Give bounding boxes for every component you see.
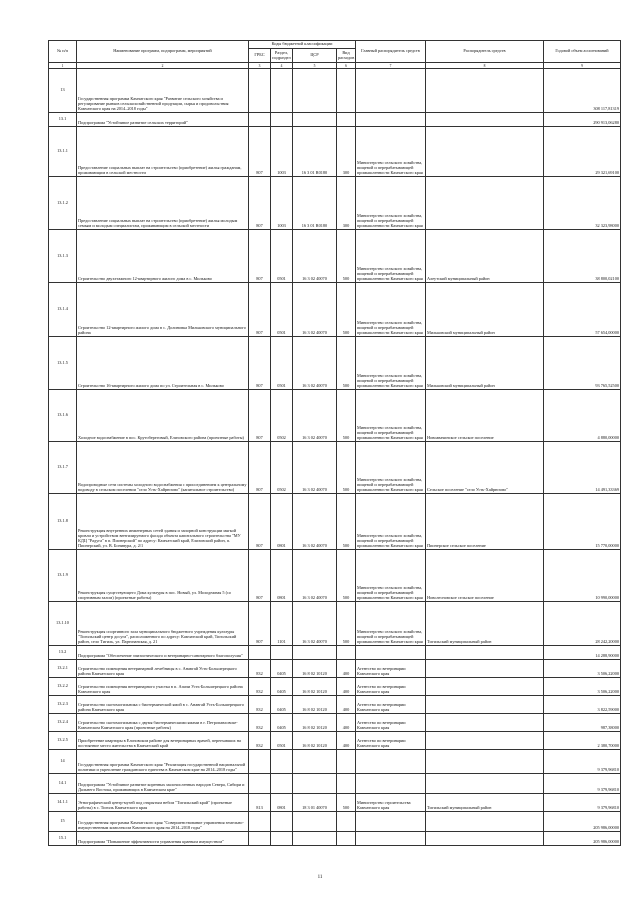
table-row — [49, 550, 621, 602]
row-name: Государственная программа Камчатского края "Развитие сельского хозяйства и регулирование рынков сельскохозяйственной продукции, сырья и продовольствия Камчатского края на 2014–2018 годы" — [77, 69, 249, 113]
row-rzpr: 0405 — [271, 714, 293, 732]
row-index: 13.2.4 — [49, 714, 77, 732]
row-amount: 3 822,59000 — [544, 696, 621, 714]
row-vr — [337, 750, 356, 774]
row-rzpr: 0801 — [271, 550, 293, 602]
row-csr — [293, 750, 337, 774]
row-grbs: 807 — [249, 337, 271, 390]
row-grbs: 813 — [249, 794, 271, 812]
row-rzpr — [271, 69, 293, 113]
column-number: 1 — [49, 63, 77, 69]
header-volume: Годовой объем ассигнований — [544, 41, 621, 63]
row-index: 13.1.7 — [49, 442, 77, 494]
row-manager: Агентство по ветеринарии Камчатского края — [356, 678, 426, 696]
column-number: 3 — [249, 63, 271, 69]
row-grbs — [249, 69, 271, 113]
row-manager: Агентство по ветеринарии Камчатского края — [356, 732, 426, 750]
row-name: Реконструкция внутренних инженерных сетей здания и запорной конструкции мягкой кровли и устройством вентилируемого фасада объекта капитального строительства "МУ КДЦ "Радуга" в п. Пионерский" по адресу: Камчатский край, Елизовский район, п. Пионерский, ул. В. Бонивура, д. 2/1 — [77, 494, 249, 550]
row-csr: 18 3 01 40070 — [293, 794, 337, 812]
row-rzpr — [271, 832, 293, 846]
row-amount: 3 506,22000 — [544, 660, 621, 678]
row-vr: 500 — [337, 337, 356, 390]
row-recipient — [426, 750, 544, 774]
page-number: 11 — [317, 875, 323, 880]
row-rzpr: 0502 — [271, 442, 293, 494]
table-row — [49, 69, 621, 113]
row-amount: 57 654,00000 — [544, 283, 621, 337]
row-vr: 500 — [337, 794, 356, 812]
header-recipient: Распорядитель средств — [426, 41, 544, 63]
row-rzpr — [271, 812, 293, 832]
row-name: Строительство помещения ветеринарного участка в п. Апачи Усть-Большерецкого района Камчатского края — [77, 678, 249, 696]
row-name: Строительство помещения ветеринарной лечебницы в с. Анавгай Усть-Большерецкого района Камчатского края — [77, 660, 249, 678]
column-number: 4 — [271, 63, 293, 69]
row-grbs — [249, 832, 271, 846]
row-index: 13.1.1 — [49, 127, 77, 177]
row-index: 13.1.6 — [49, 390, 77, 442]
row-amount: 10 990,00000 — [544, 550, 621, 602]
row-name: Реконструкция существующего Дома культуры в пос. Новый, ул. Молодежная 5 (со спортивным залом) (проектные работы) — [77, 550, 249, 602]
row-index: 14.1.1 — [49, 794, 77, 812]
header-rzpr: Раздел, подраздел — [271, 49, 293, 63]
row-index: 14 — [49, 750, 77, 774]
row-grbs: 807 — [249, 390, 271, 442]
row-csr: 16 8 02 10120 — [293, 714, 337, 732]
row-amount: 38 800,02100 — [544, 230, 621, 283]
row-grbs: 807 — [249, 127, 271, 177]
row-recipient — [426, 177, 544, 230]
row-rzpr: 0801 — [271, 494, 293, 550]
row-name: Строительство 16-квартирного жилого дома по ул. Строительная в с. Мильково — [77, 337, 249, 390]
row-rzpr: 0501 — [271, 732, 293, 750]
row-csr: 16 8 02 10120 — [293, 732, 337, 750]
row-rzpr — [271, 646, 293, 660]
row-csr: 16 3 02 40070 — [293, 283, 337, 337]
table-row — [49, 774, 621, 794]
row-name: Реконструкция спортивного зала муниципального бюджетного учреждения культуры "Тигильский центр досуга", расположенного по адресу: Камчатский край, Тигильский район, село Тигиль, ул. Партизанская, д. 21 — [77, 602, 249, 646]
row-recipient — [426, 832, 544, 846]
row-name: Холодное водоснабжение в пос. Крутобереговый, Елизовского района (проектные работы) — [77, 390, 249, 442]
row-vr: 500 — [337, 494, 356, 550]
row-rzpr: 0405 — [271, 678, 293, 696]
row-vr — [337, 646, 356, 660]
table-row — [49, 714, 621, 732]
row-csr: 16 3 02 40070 — [293, 550, 337, 602]
row-index: 13.2.3 — [49, 696, 77, 714]
row-index: 13.2.1 — [49, 660, 77, 678]
table-row — [49, 602, 621, 646]
row-manager: Министерство сельского хозяйства, пищевой и перерабатывающей промышленности Камчатского края — [356, 602, 426, 646]
table-row — [49, 696, 621, 714]
row-grbs: 832 — [249, 660, 271, 678]
row-manager — [356, 69, 426, 113]
row-grbs — [249, 646, 271, 660]
row-recipient — [426, 696, 544, 714]
table-body — [49, 69, 621, 846]
column-number: 9 — [544, 63, 621, 69]
row-grbs: 832 — [249, 714, 271, 732]
header-csr: ЦСР — [293, 49, 337, 63]
row-index: 13.1 — [49, 113, 77, 127]
row-grbs — [249, 750, 271, 774]
column-number: 5 — [293, 63, 337, 69]
row-manager: Агентство по ветеринарии Камчатского края — [356, 660, 426, 678]
row-vr: 300 — [337, 127, 356, 177]
row-rzpr — [271, 774, 293, 794]
row-name: Приобретение квартиры в Елизовском районе для ветеринарных врачей, переехавших на постоянное место жительства в Камчатский край — [77, 732, 249, 750]
table-row — [49, 794, 621, 812]
row-manager — [356, 812, 426, 832]
row-index: 13.1.9 — [49, 550, 77, 602]
row-vr: 400 — [337, 678, 356, 696]
row-recipient: Алеутский муниципальный район — [426, 230, 544, 283]
row-manager: Министерство сельского хозяйства, пищевой и перерабатывающей промышленности Камчатского края — [356, 127, 426, 177]
row-amount: 28 242,20000 — [544, 602, 621, 646]
row-grbs — [249, 812, 271, 832]
row-amount: 93 765,52500 — [544, 337, 621, 390]
row-recipient — [426, 113, 544, 127]
row-grbs: 832 — [249, 732, 271, 750]
row-index: 13.1.4 — [49, 283, 77, 337]
row-csr: 16 8 02 10120 — [293, 678, 337, 696]
row-csr: 16 3 02 40070 — [293, 494, 337, 550]
row-csr: 16 8 02 10120 — [293, 696, 337, 714]
row-grbs: 807 — [249, 550, 271, 602]
row-manager: Министерство сельского хозяйства, пищевой и перерабатывающей промышленности Камчатского края — [356, 550, 426, 602]
row-recipient: Сельское поселение "село Усть-Хайрюзово" — [426, 442, 544, 494]
row-rzpr: 0502 — [271, 390, 293, 442]
row-grbs: 807 — [249, 283, 271, 337]
table-row — [49, 678, 621, 696]
column-number: 8 — [426, 63, 544, 69]
row-amount: 15 770,00000 — [544, 494, 621, 550]
row-grbs — [249, 774, 271, 794]
row-csr: 16 8 02 10120 — [293, 660, 337, 678]
row-vr — [337, 774, 356, 794]
row-recipient: Тигильский муниципальный район — [426, 794, 544, 812]
row-recipient — [426, 732, 544, 750]
row-rzpr — [271, 750, 293, 774]
row-name: Подпрограмма "Устойчивое развитие коренных малочисленных народов Севера, Сибири и Дальнего Востока, проживающих в Камчатском крае" — [77, 774, 249, 794]
row-manager: Министерство сельского хозяйства, пищевой и перерабатывающей промышленности Камчатского края — [356, 283, 426, 337]
row-name: Предоставление социальных выплат на строительство (приобретение) жилья молодым семьям и молодым специалистам, проживающим в сельской местности — [77, 177, 249, 230]
row-rzpr — [271, 113, 293, 127]
row-vr — [337, 812, 356, 832]
row-name: Государственная программа Камчатского края "Реализация государственной национальной политики и укрепление гражданского единства в Камчатском крае на 2014–2018 годы" — [77, 750, 249, 774]
budget-table — [48, 40, 621, 846]
row-recipient — [426, 646, 544, 660]
row-amount: 9 379,96810 — [544, 794, 621, 812]
row-grbs — [249, 113, 271, 127]
row-name: Водопроводные сети системы холодного водоснабжения с присоединением к центральному водоводу в сельском поселении "село Усть-Хайрюзово" (капитальное строительство) — [77, 442, 249, 494]
row-index: 13.2.5 — [49, 732, 77, 750]
row-manager: Агентство по ветеринарии Камчатского края — [356, 714, 426, 732]
row-recipient: Пионерское сельское поселение — [426, 494, 544, 550]
row-vr: 500 — [337, 283, 356, 337]
row-vr: 400 — [337, 714, 356, 732]
row-recipient — [426, 127, 544, 177]
table-row — [49, 127, 621, 177]
row-vr — [337, 69, 356, 113]
row-vr: 400 — [337, 696, 356, 714]
row-csr: 16 3 02 40070 — [293, 602, 337, 646]
row-recipient — [426, 69, 544, 113]
row-amount: 2 380,70000 — [544, 732, 621, 750]
row-manager — [356, 774, 426, 794]
row-vr: 400 — [337, 732, 356, 750]
row-grbs: 807 — [249, 230, 271, 283]
table-row — [49, 732, 621, 750]
row-rzpr: 0405 — [271, 660, 293, 678]
header-name: Наименование программ, подпрограмм, мероприятий — [77, 41, 249, 63]
row-amount: 4 880,00000 — [544, 390, 621, 442]
row-rzpr: 1101 — [271, 602, 293, 646]
row-rzpr: 0501 — [271, 230, 293, 283]
table-row — [49, 283, 621, 337]
row-recipient — [426, 660, 544, 678]
header-vr: Вид расходов — [337, 49, 356, 63]
row-manager: Министерство сельского хозяйства, пищевой и перерабатывающей промышленности Камчатского края — [356, 390, 426, 442]
row-amount: 32 323,98000 — [544, 177, 621, 230]
row-grbs: 832 — [249, 696, 271, 714]
row-name: Предоставление социальных выплат на строительство (приобретение) жилья гражданам, проживающим в сельской местности — [77, 127, 249, 177]
row-csr — [293, 774, 337, 794]
row-index: 13.1.2 — [49, 177, 77, 230]
row-rzpr: 1003 — [271, 127, 293, 177]
column-number: 2 — [77, 63, 249, 69]
row-csr: 16 3 01 R0180 — [293, 177, 337, 230]
row-manager — [356, 750, 426, 774]
row-index: 13.1.10 — [49, 602, 77, 646]
row-manager: Министерство сельского хозяйства, пищевой и перерабатывающей промышленности Камчатского края — [356, 230, 426, 283]
header-grbs: ГРБС — [249, 49, 271, 63]
row-index: 13 — [49, 69, 77, 113]
row-csr — [293, 69, 337, 113]
row-amount: 308 117,81319 — [544, 69, 621, 113]
column-number: 7 — [356, 63, 426, 69]
row-recipient — [426, 714, 544, 732]
row-vr: 500 — [337, 602, 356, 646]
row-vr: 500 — [337, 550, 356, 602]
table-row — [49, 230, 621, 283]
row-vr: 400 — [337, 660, 356, 678]
row-amount: 205 986,00000 — [544, 812, 621, 832]
row-amount: 29 321,69100 — [544, 127, 621, 177]
row-amount: 14 491,33369 — [544, 442, 621, 494]
row-rzpr: 0405 — [271, 696, 293, 714]
table-row — [49, 337, 621, 390]
row-amount: 3 506,22000 — [544, 678, 621, 696]
row-rzpr: 0801 — [271, 794, 293, 812]
row-index: 13.2.2 — [49, 678, 77, 696]
row-rzpr: 0501 — [271, 283, 293, 337]
row-manager: Министерство сельского хозяйства, пищевой и перерабатывающей промышленности Камчатского края — [356, 177, 426, 230]
row-manager — [356, 113, 426, 127]
row-recipient: Мильковский муниципальный район — [426, 283, 544, 337]
row-name: Государственная программа Камчатского края "Совершенствование управления земельно-имущественным комплексом Камчатского края на 2014–2018 годы" — [77, 812, 249, 832]
row-name: Подпрограмма "Обеспечение эпизоотического и ветеринарно-санитарного благополучия" — [77, 646, 249, 660]
row-manager — [356, 832, 426, 846]
row-vr: 500 — [337, 390, 356, 442]
row-grbs: 807 — [249, 602, 271, 646]
row-csr: 16 3 01 R0180 — [293, 127, 337, 177]
row-name: Этнографический центр-музей под открытым небом "Тигильский край" (проектные работы) в с. Тигиль Камчатского края — [77, 794, 249, 812]
row-index: 14.1 — [49, 774, 77, 794]
row-manager — [356, 646, 426, 660]
table-row — [49, 812, 621, 832]
row-csr: 16 3 02 40070 — [293, 230, 337, 283]
row-index: 15.1 — [49, 832, 77, 846]
row-name: Строительство двухэтажного 12-квартирного жилого дома в с. Мильково — [77, 230, 249, 283]
row-csr — [293, 812, 337, 832]
row-amount: 9 379,96810 — [544, 750, 621, 774]
row-vr — [337, 113, 356, 127]
row-recipient — [426, 812, 544, 832]
row-name: Подпрограмма "Повышение эффективности управления краевым имуществом" — [77, 832, 249, 846]
row-grbs: 807 — [249, 494, 271, 550]
row-amount: 14 288,90000 — [544, 646, 621, 660]
table-row — [49, 646, 621, 660]
row-amount: 9 379,96810 — [544, 774, 621, 794]
row-index: 13.2 — [49, 646, 77, 660]
header-manager: Главный распорядитель средств — [356, 41, 426, 63]
row-rzpr: 0501 — [271, 337, 293, 390]
row-csr: 16 3 02 40070 — [293, 337, 337, 390]
row-recipient — [426, 678, 544, 696]
row-csr: 16 3 02 40070 — [293, 390, 337, 442]
header-index: № п/п — [49, 41, 77, 63]
row-name: Строительство скотомогильника с двумя биотермическими ямами в г. Петропавловске-Камчатском Камчатского края (проектные работы) — [77, 714, 249, 732]
row-vr: 500 — [337, 230, 356, 283]
row-index: 13.1.3 — [49, 230, 77, 283]
row-grbs: 807 — [249, 442, 271, 494]
row-name: Строительство 12-квартирного жилого дома в с. Долиновка Мильковского муниципального района — [77, 283, 249, 337]
row-recipient: Новолесновское сельское поселение — [426, 550, 544, 602]
row-vr: 500 — [337, 442, 356, 494]
table-row — [49, 750, 621, 774]
table-row — [49, 113, 621, 127]
row-csr — [293, 646, 337, 660]
row-manager: Министерство сельского хозяйства, пищевой и перерабатывающей промышленности Камчатского края — [356, 337, 426, 390]
header-classification: Коды бюджетной классификации — [249, 41, 356, 49]
row-vr — [337, 832, 356, 846]
row-csr — [293, 832, 337, 846]
table-row — [49, 442, 621, 494]
row-amount: 987,38000 — [544, 714, 621, 732]
row-recipient: Тигильский муниципальный район — [426, 602, 544, 646]
table-row — [49, 832, 621, 846]
row-name: Подпрограмма "Устойчивое развитие сельских территорий" — [77, 113, 249, 127]
row-recipient: Новоавачинское сельское поселение — [426, 390, 544, 442]
table-row — [49, 494, 621, 550]
row-manager: Министерство строительства Камчатского края — [356, 794, 426, 812]
row-manager: Министерство сельского хозяйства, пищевой и перерабатывающей промышленности Камчатского края — [356, 494, 426, 550]
row-csr: 16 3 02 40070 — [293, 442, 337, 494]
row-csr — [293, 113, 337, 127]
table-header — [49, 41, 621, 69]
row-index: 15 — [49, 812, 77, 832]
row-manager: Агентство по ветеринарии Камчатского края — [356, 696, 426, 714]
row-recipient — [426, 774, 544, 794]
row-grbs: 832 — [249, 678, 271, 696]
table-row — [49, 390, 621, 442]
row-grbs: 807 — [249, 177, 271, 230]
row-recipient: Мильковский муниципальный район — [426, 337, 544, 390]
row-name: Строительство скотомогильника с биотермической ямой в с. Анавгай Усть-Большерецкого района Камчатского края — [77, 696, 249, 714]
row-vr: 300 — [337, 177, 356, 230]
table-row — [49, 660, 621, 678]
table-row — [49, 177, 621, 230]
column-number: 6 — [337, 63, 356, 69]
row-amount: 205 986,00000 — [544, 832, 621, 846]
row-manager: Министерство сельского хозяйства, пищевой и перерабатывающей промышленности Камчатского края — [356, 442, 426, 494]
row-index: 13.1.8 — [49, 494, 77, 550]
row-amount: 290 913,06280 — [544, 113, 621, 127]
row-index: 13.1.5 — [49, 337, 77, 390]
row-rzpr: 1003 — [271, 177, 293, 230]
